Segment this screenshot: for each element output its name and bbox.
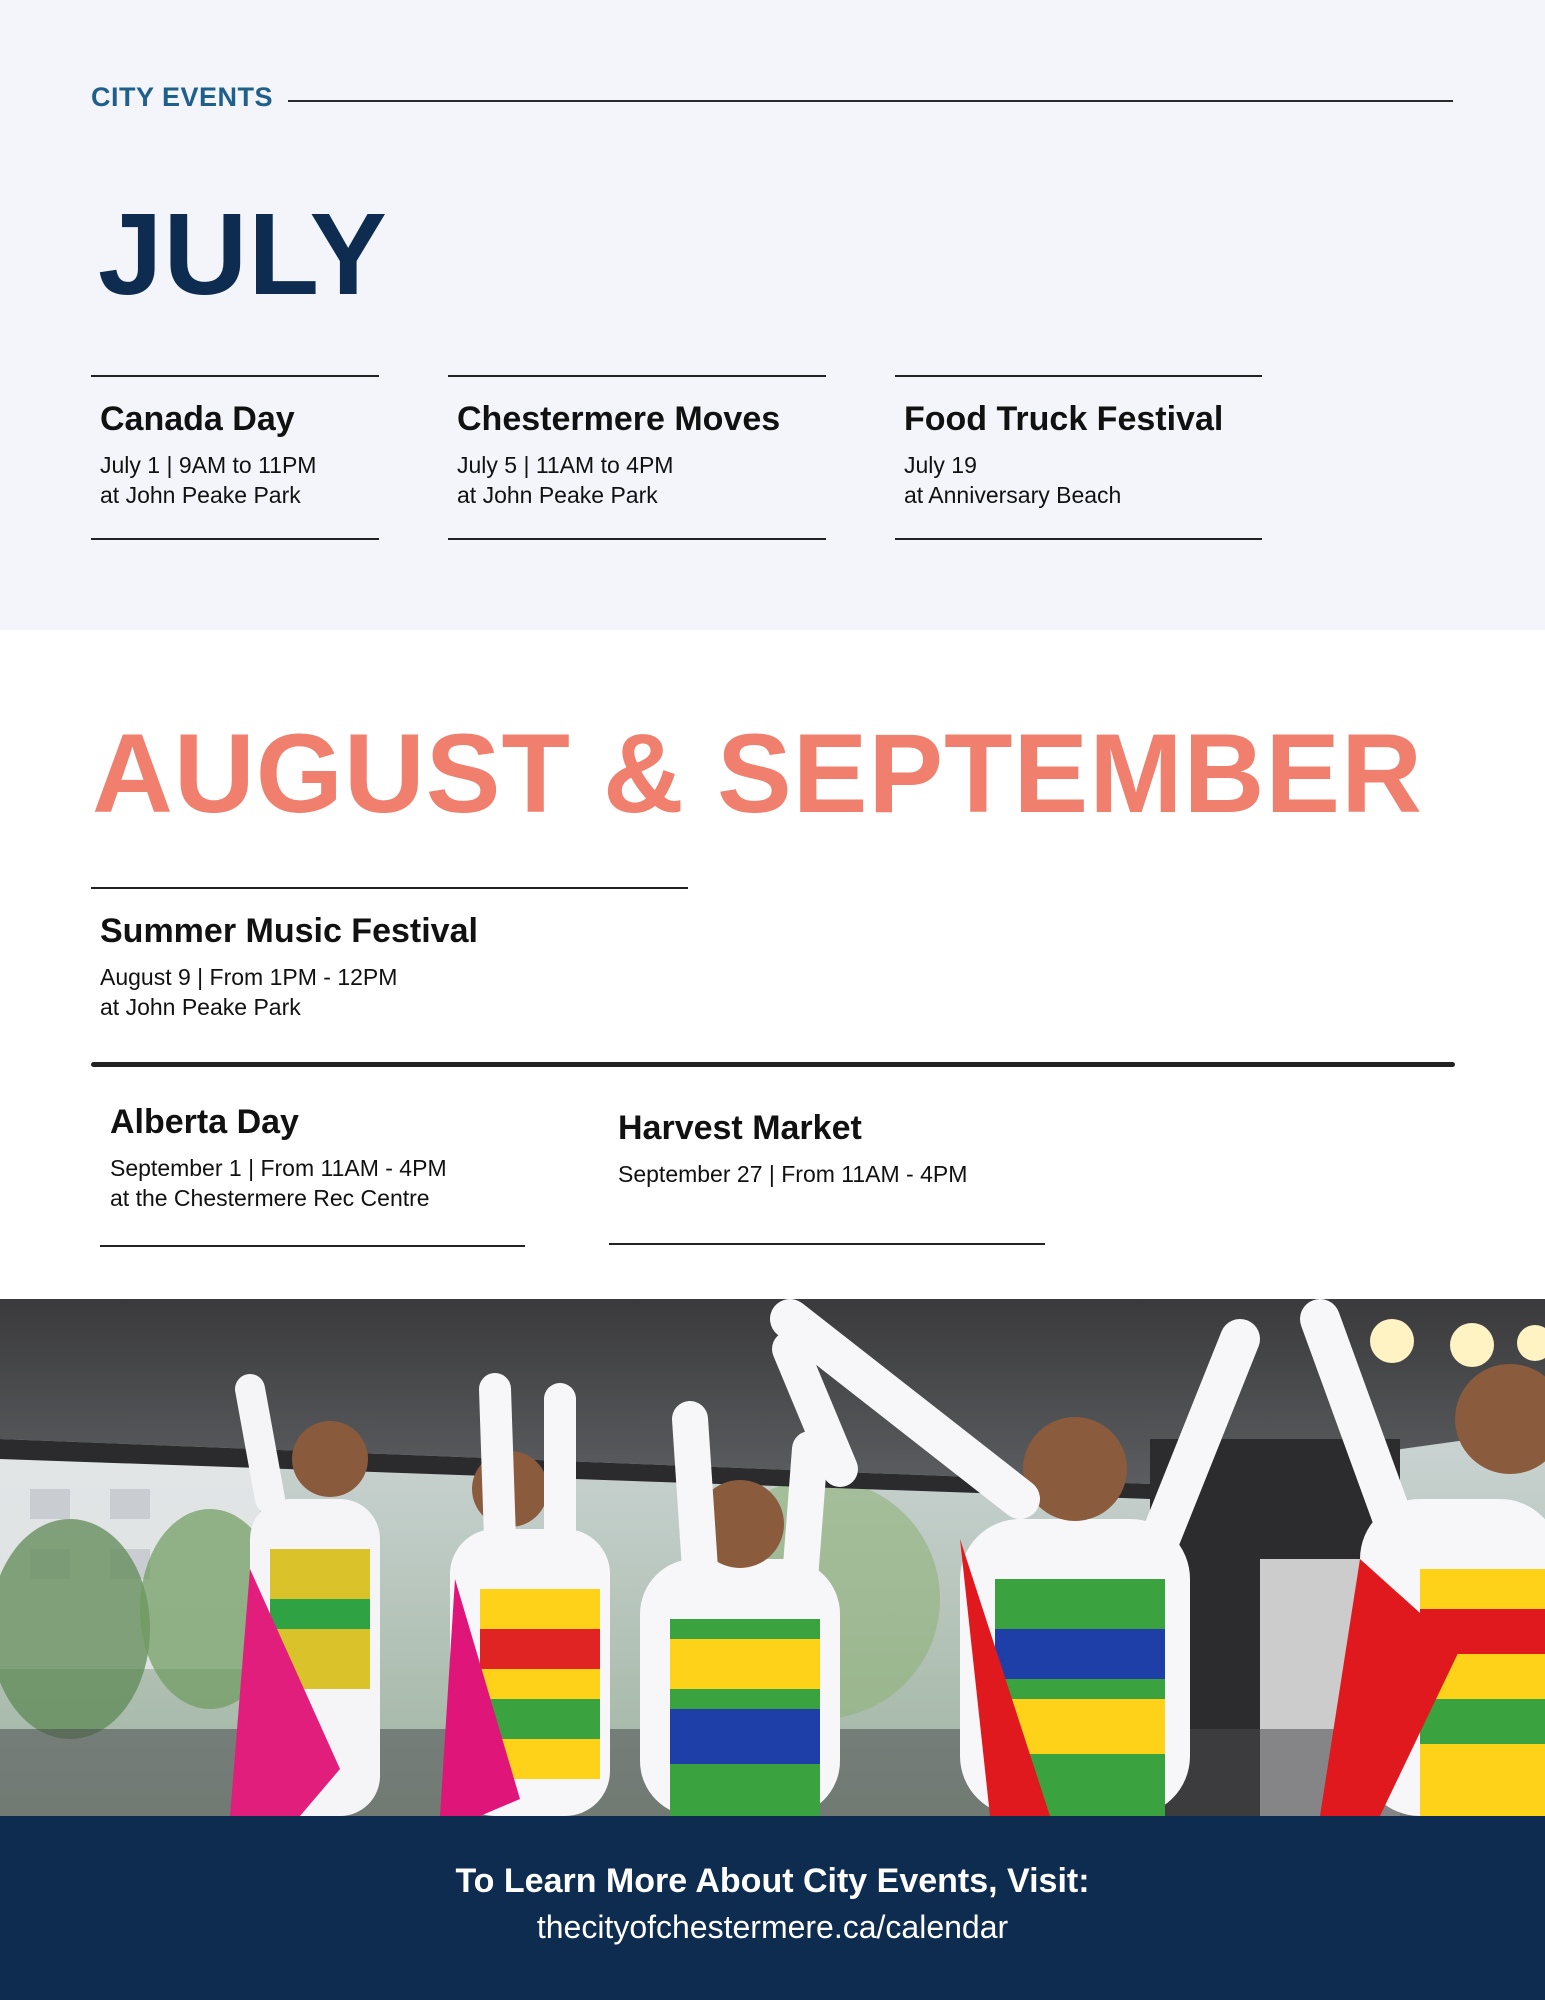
event-location-alberta-day: at the Chestermere Rec Centre bbox=[110, 1185, 430, 1211]
event-date-canada-day: July 1 | 9AM to 11PM bbox=[100, 452, 317, 478]
section-divider bbox=[91, 1062, 1455, 1067]
event-date-chestermere-moves: July 5 | 11AM to 4PM bbox=[457, 452, 674, 478]
event-date-food-truck-festival: July 19 bbox=[904, 452, 977, 478]
event-location-summer-music-festival: at John Peake Park bbox=[100, 994, 301, 1020]
event-bottom-rule bbox=[91, 538, 379, 540]
section-eyebrow: CITY EVENTS bbox=[91, 82, 274, 112]
event-bottom-rule bbox=[448, 538, 826, 540]
event-title-alberta-day: Alberta Day bbox=[110, 1103, 299, 1141]
footer-heading: To Learn More About City Events, Visit: bbox=[455, 1862, 1090, 1900]
eyebrow-divider bbox=[288, 100, 1453, 102]
event-date-summer-music-festival: August 9 | From 1PM - 12PM bbox=[100, 964, 398, 990]
event-title-canada-day: Canada Day bbox=[100, 400, 295, 438]
event-top-rule bbox=[448, 375, 826, 377]
event-top-rule bbox=[895, 375, 1262, 377]
event-bottom-rule bbox=[609, 1243, 1045, 1245]
event-bottom-rule bbox=[100, 1245, 525, 1247]
event-location-canada-day: at John Peake Park bbox=[100, 482, 301, 508]
event-title-chestermere-moves: Chestermere Moves bbox=[457, 400, 781, 438]
event-top-rule bbox=[91, 887, 688, 889]
event-title-summer-music-festival: Summer Music Festival bbox=[100, 912, 478, 950]
event-title-food-truck-festival: Food Truck Festival bbox=[904, 400, 1224, 438]
dancers-photo bbox=[0, 1299, 1545, 1816]
event-bottom-rule bbox=[895, 538, 1262, 540]
calendar-link[interactable]: thecityofchestermere.ca/calendar bbox=[536, 1909, 1009, 1945]
july-heading: JULY bbox=[98, 189, 388, 319]
event-top-rule bbox=[91, 375, 379, 377]
event-title-harvest-market: Harvest Market bbox=[618, 1109, 862, 1147]
event-location-food-truck-festival: at Anniversary Beach bbox=[904, 482, 1122, 508]
event-date-harvest-market: September 27 | From 11AM - 4PM bbox=[618, 1161, 968, 1187]
footer-banner bbox=[0, 1816, 1545, 2000]
aug-sep-heading: AUGUST & SEPTEMBER bbox=[92, 711, 1423, 836]
event-date-alberta-day: September 1 | From 11AM - 4PM bbox=[110, 1155, 447, 1181]
event-location-chestermere-moves: at John Peake Park bbox=[457, 482, 658, 508]
